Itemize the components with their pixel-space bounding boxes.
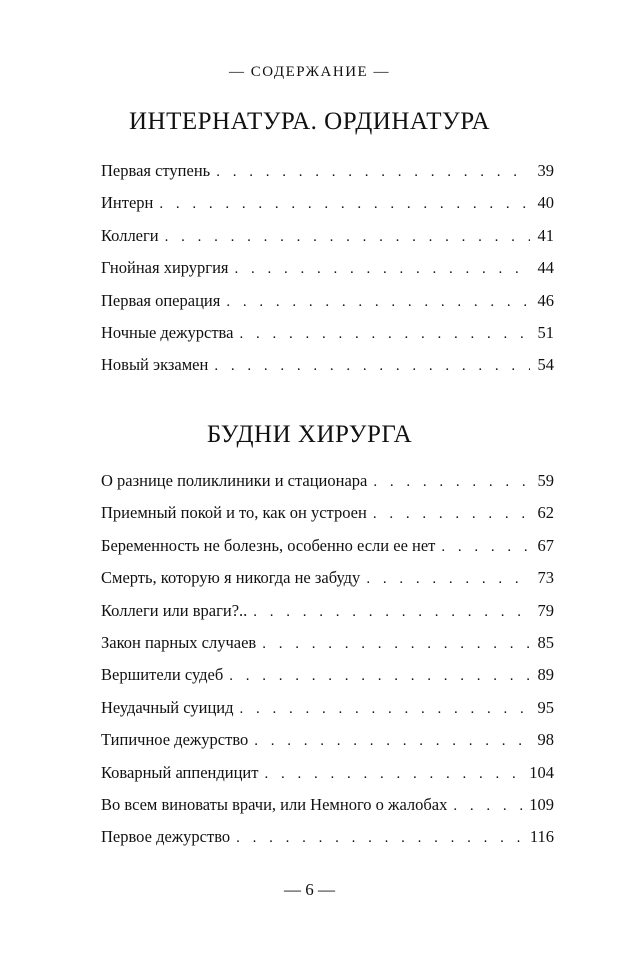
toc-entry-page-number: 39	[537, 161, 554, 180]
toc-entry-title: Коллеги	[101, 225, 159, 245]
toc-entry-page-number: 44	[537, 258, 554, 278]
toc-entry-page-number: 95	[537, 697, 554, 717]
toc-entry-page-number: 104	[529, 762, 554, 782]
page-number: — 6 —	[284, 880, 335, 899]
dot-leader	[373, 502, 530, 526]
toc-entry[interactable]	[101, 696, 554, 728]
toc-entry[interactable]	[101, 631, 554, 663]
dot-leader	[226, 290, 530, 314]
toc-entry-page-number: 85	[537, 632, 554, 652]
dot-leader	[229, 664, 530, 688]
toc-entry[interactable]	[101, 289, 554, 321]
section-title: ИНТЕРНАТУРА. ОРДИНАТУРА	[128, 108, 491, 135]
section-title: БУДНИ ХИРУРГА	[206, 421, 413, 448]
dot-leader	[373, 470, 530, 494]
toc-entry-title: Во всем виноваты врачи, или Немного о жалобах	[101, 794, 448, 814]
dot-leader	[165, 225, 530, 249]
toc-entry[interactable]	[101, 191, 554, 223]
toc-entry-title: Типичное дежурство	[101, 730, 249, 750]
dot-leader	[236, 826, 524, 850]
toc-entry-title: О разнице поликлиники и стационара	[101, 471, 368, 490]
toc-entry-title: Коварный аппендицит	[101, 762, 259, 782]
toc-entry-page-number: 67	[537, 535, 554, 555]
toc-entry-title: Гнойная хирургия	[101, 258, 229, 278]
dot-leader	[254, 729, 530, 753]
toc-entry-page-number: 98	[537, 730, 554, 750]
toc-entry[interactable]	[101, 566, 554, 598]
toc-entry-page-number: 73	[537, 568, 554, 588]
toc-entry-page-number: 46	[537, 290, 554, 310]
dot-leader	[159, 192, 530, 216]
toc-entry-title: Интерн	[101, 193, 154, 213]
dot-leader	[262, 632, 530, 656]
toc-entry-page-number: 79	[537, 600, 554, 620]
toc-entry-page-number: 116	[529, 827, 554, 847]
toc-entry[interactable]	[101, 825, 554, 857]
toc-entry[interactable]	[101, 793, 554, 825]
toc-entry[interactable]	[101, 728, 554, 760]
dot-leader	[264, 762, 523, 786]
dot-leader	[366, 567, 530, 591]
toc-entry[interactable]	[101, 761, 554, 793]
toc-entry-title: Беременность не болезнь, особенно если ее нет	[101, 535, 436, 555]
toc-entry-page-number: 109	[529, 794, 554, 814]
dot-leader	[240, 697, 530, 721]
dot-leader	[216, 160, 530, 184]
dot-leader	[239, 322, 530, 346]
dot-leader	[214, 354, 530, 378]
toc-entry-title: Первая ступень	[101, 161, 211, 180]
toc-entry-title: Ночные дежурства	[101, 322, 234, 342]
toc-entry-title: Коллеги или враги?..	[101, 600, 248, 620]
toc-entry-title: Первая операция	[101, 290, 221, 310]
toc-entry-title: Неудачный суицид	[101, 697, 234, 717]
dot-leader	[453, 794, 523, 818]
toc-entry-title: Вершители судеб	[101, 665, 224, 685]
dot-leader	[253, 600, 530, 624]
toc-entry-title: Первое дежурство	[101, 827, 231, 847]
toc-entry-page-number: 51	[537, 322, 554, 342]
toc-entry-title: Закон парных случаев	[101, 632, 257, 652]
toc-entry-title: Смерть, которую я никогда не забуду	[101, 568, 361, 588]
dot-leader	[441, 535, 530, 559]
toc-entry[interactable]	[101, 321, 554, 353]
toc-entry-page-number: 62	[537, 503, 554, 523]
toc-entry-page-number: 54	[537, 355, 554, 375]
toc-entry-page-number: 59	[537, 471, 554, 490]
toc-entry[interactable]	[101, 224, 554, 256]
toc-entry-page-number: 41	[537, 225, 554, 245]
toc-list	[101, 159, 554, 386]
toc-entry-page-number: 40	[537, 193, 554, 213]
toc-entry-title: Приемный покой и то, как он устроен	[101, 503, 367, 523]
toc-list	[101, 469, 554, 858]
toc-entry-title: Новый экзамен	[101, 355, 209, 375]
toc-entry[interactable]	[101, 469, 554, 501]
toc-entry[interactable]	[101, 534, 554, 566]
dot-leader	[235, 257, 531, 281]
toc-entry[interactable]	[101, 501, 554, 533]
toc-entry[interactable]	[101, 599, 554, 631]
toc-entry[interactable]	[101, 353, 554, 385]
toc-entry[interactable]	[101, 159, 554, 191]
toc-entry[interactable]	[101, 663, 554, 695]
toc-entry[interactable]	[101, 256, 554, 288]
toc-entry-page-number: 89	[537, 665, 554, 685]
running-head: — СОДЕРЖАНИЕ —	[229, 64, 390, 80]
